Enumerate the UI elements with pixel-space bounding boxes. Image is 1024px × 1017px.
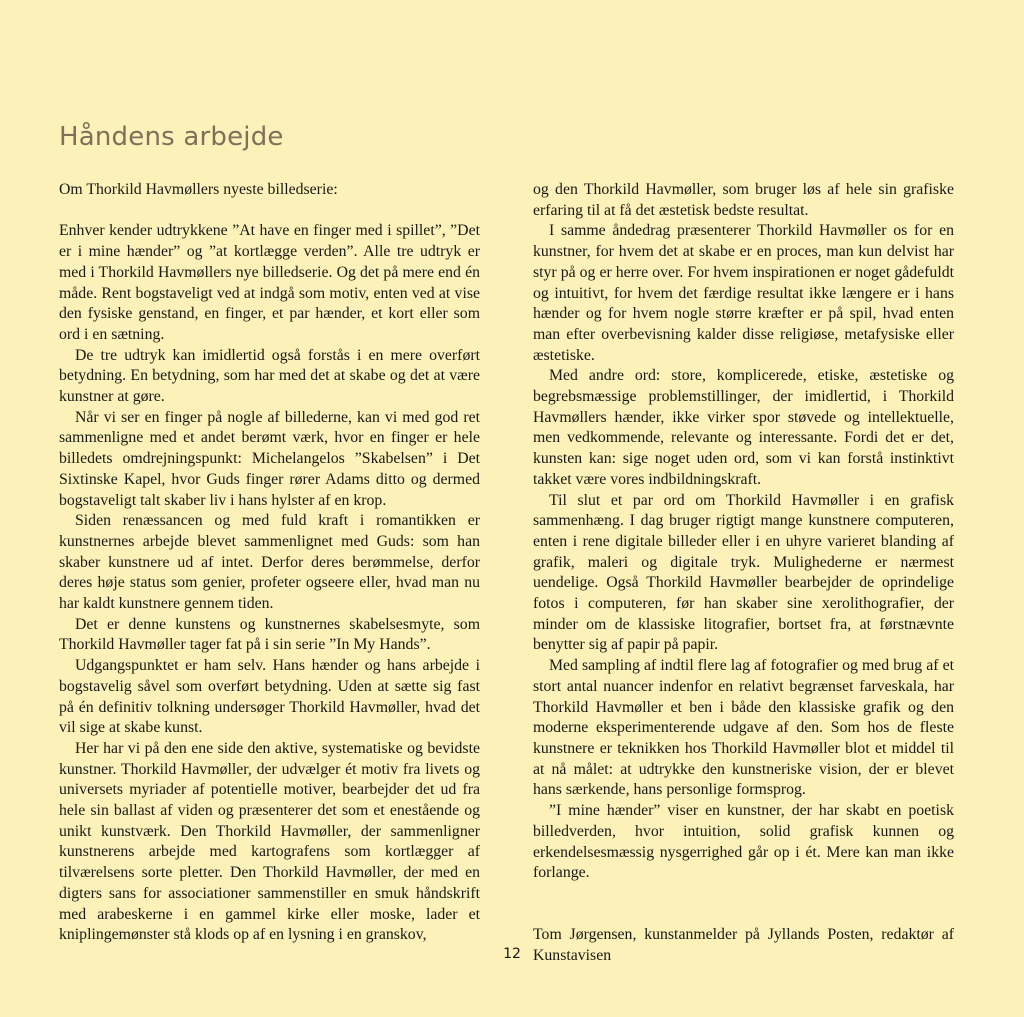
paragraph: Når vi ser en finger på nogle af billederne, kan vi med god ret sammenligne med et andet berømt værk, hvor en finger er hele billedets omdrejningspunkt: Michelangelos ”Skabelsen” i Det Sixtinske Kapel, hvor Guds finger rører Adams ditto og dermed bogstaveligt talt skaber liv i hans hylster af en krop. bbox=[59, 408, 480, 509]
paragraph: Med andre ord: store, komplicerede, etiske, æstetiske og begrebsmæssige problemstillinger, der imidlertid, i Thorkild Havmøllers hænder, ikke virker spor støvede og intellektuelle, men vedkommende, relevante og interessante. Fordi det er det, kunsten kan: sige noget uden ord, som vi kan forstå instinktivt takket være vores indbildningskraft. bbox=[533, 367, 954, 488]
right-column bbox=[533, 180, 954, 966]
paragraph: Det er denne kunstens og kunstnernes skabelsesmyte, som Thorkild Havmøller tager fat på i sin serie ”In My Hands”. bbox=[59, 615, 480, 654]
paragraph: Udgangspunktet er ham selv. Hans hænder og hans arbejde i bogstavelig såvel som overført betydning. Uden at sætte sig fast på én definitiv tolkning undersøger Thorkild Havmøller, hvad det vil sige at skabe kunst. bbox=[59, 657, 480, 737]
paragraph: ”I mine hænder” viser en kunstner, der har skabt en poetisk billedverden, hvor intuition, solid grafisk kunnen og erkendelsesmæssig nysgerrighed går op i ét. Mere kan man ikke forlange. bbox=[533, 802, 954, 882]
paragraph: Med sampling af indtil flere lag af fotografier og med brug af et stort antal nuancer indenfor en relativt begrænset farveskala, har Thorkild Havmøller et ben i både den klassiske grafik og den moderne eksperimenterende udgave af den. Som hos de fleste kunstnere er teknikken hos Thorkild Havmøller blot et middel til at nå målet: at udtrykke den kunstneriske vision, der er blevet hans særkende, hans personlige formsprog. bbox=[533, 657, 954, 799]
page-title: Håndens arbejde bbox=[59, 122, 284, 152]
paragraph: Til slut et par ord om Thorkild Havmøller i en grafisk sammenhæng. I dag bruger rigtigt mange kunstnere computeren, enten i rene digitale billeder eller i en uhyre varieret blanding af grafik, maleri og digitale tryk. Mulighederne er nærmest uendelige. Også Thorkild Havmøller bearbejder de oprindelige fotos i computeren, før han skaber sine xerolithografier, der minder om de klassiske litografier, bortset fra, at førstnævnte benytter sig af papir på papir. bbox=[533, 491, 954, 654]
page-number: 12 bbox=[503, 946, 521, 962]
paragraph: I samme åndedrag præsenterer Thorkild Havmøller os for en kunstner, for hvem det at skabe er en proces, man kun delvist har styr på og er herre over. For hvem inspirationen er noget gådefuldt og intuitivt, for hvem det færdige resultat ikke længere er i hans hænder og for hvem nogle større kræfter er på spil, hvad enten man efter overbevisning kalder disse religiøse, metafysiske eller æstetiske. bbox=[533, 222, 954, 364]
paragraph: Enhver kender udtrykkene ”At have en finger med i spillet”, ”Det er i mine hænder” og ”at kortlægge verden”. Alle tre udtryk er med i Thorkild Havmøllers nye billedserie. Og det på mere end én måde. Rent bogstaveligt ved at indgå som motiv, enten ved at vise den fysiske genstand, en finger, et par hænder, et kort eller som ord i en sætning. bbox=[59, 222, 480, 343]
left-column bbox=[59, 180, 480, 946]
intro-line: Om Thorkild Havmøllers nyeste billedserie: bbox=[59, 181, 338, 198]
paragraph: De tre udtryk kan imidlertid også forstås i en mere overført betydning. En betydning, som har med det at skabe og det at være kunstner at gøre. bbox=[59, 346, 480, 406]
paragraph: Siden renæssancen og med fuld kraft i romantikken er kunstnernes arbejde blevet sammenlignet med Guds: som han skaber kunstnere ud af intet. Derfor deres berømmelse, derfor deres høje status som genier, profeter ogseere eller, hvad man nu har kaldt kunstnere gennem tiden. bbox=[59, 512, 480, 613]
signature: Tom Jørgensen, kunstanmelder på Jyllands Posten, redaktør af Kunstavisen bbox=[533, 925, 954, 964]
paragraph: og den Thorkild Havmøller, som bruger løs af hele sin grafiske erfaring til at få det æstetisk bedste resultat. bbox=[533, 181, 954, 219]
paragraph: Her har vi på den ene side den aktive, systematiske og bevidste kunstner. Thorkild Havmøller, der udvælger ét motiv fra livets og universets myriader af potentielle motiver, bearbejder det ud fra hele sin ballast af viden og præsenterer det som et enestående og unikt kunstværk. Den Thorkild Havmøller, der sammenligner kunstnerens arbejde med kartografens som kortlægger af tilværelsens sorte pletter. Den Thorkild Havmøller, der med en digters sans for associationer sammenstiller en smuk håndskrift med arabeskerne i en gammel kirke eller moske, lader et kniplingemønster stå klods op af en lysning i en granskov, bbox=[59, 739, 480, 944]
